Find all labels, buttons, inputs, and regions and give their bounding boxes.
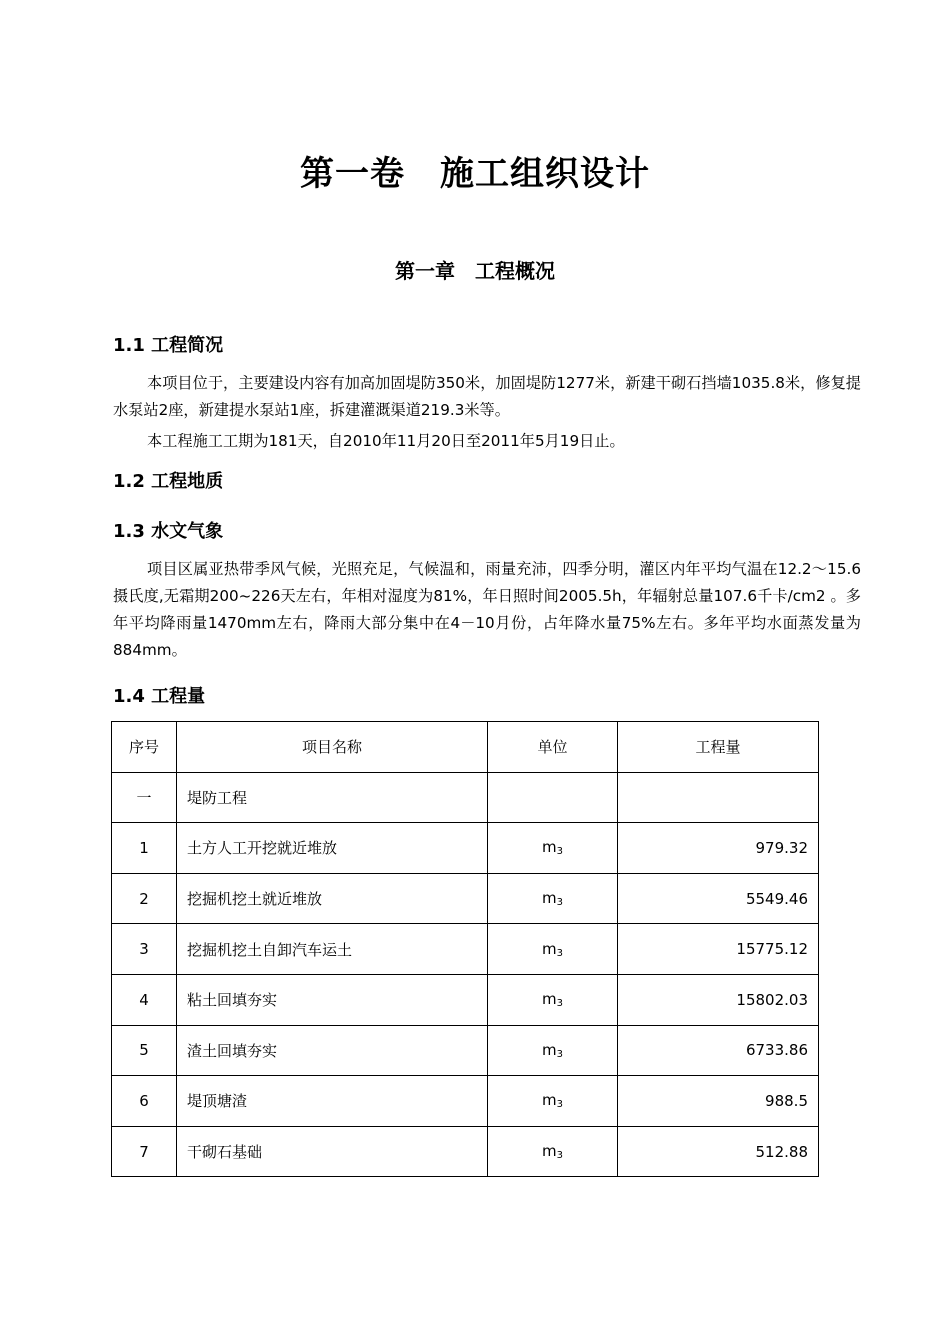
table-row — [112, 924, 819, 975]
cell-item-name: 堤防工程 — [177, 772, 488, 823]
unit-subscript: 3 — [556, 947, 563, 959]
table-row — [112, 1076, 819, 1127]
cell-unit — [488, 1025, 618, 1076]
unit-base: m — [542, 939, 557, 958]
cell-item-name: 堤顶塘渣 — [177, 1076, 488, 1127]
cell-quantity: 979.32 — [618, 823, 819, 874]
table-row — [112, 772, 819, 823]
cell-quantity: 6733.86 — [618, 1025, 819, 1076]
unit-base: m — [542, 889, 557, 908]
cell-unit — [488, 823, 618, 874]
cell-unit — [488, 1126, 618, 1177]
section-title-1-4: 1.4 工程量 — [113, 686, 206, 707]
paragraph-schedule: 本工程施工工期为181天，自2010年11月20日至2011年5月19日止。 — [147, 432, 625, 450]
cell-item-name: 土方人工开挖就近堆放 — [177, 823, 488, 874]
header-quantity: 工程量 — [618, 722, 819, 773]
quantity-table — [111, 721, 819, 1177]
unit-subscript: 3 — [556, 846, 563, 858]
table-row — [112, 1025, 819, 1076]
cell-quantity: 988.5 — [618, 1076, 819, 1127]
cell-item-name: 挖掘机挖土自卸汽车运土 — [177, 924, 488, 975]
unit-base: m — [542, 1142, 557, 1161]
header-item-name: 项目名称 — [177, 722, 488, 773]
unit-subscript: 3 — [556, 1048, 563, 1060]
cell-unit — [488, 873, 618, 924]
cell-serial: 7 — [112, 1126, 177, 1177]
unit-base: m — [542, 1040, 557, 1059]
section-title-1-3: 1.3 水文气象 — [113, 521, 224, 542]
cell-quantity — [618, 772, 819, 823]
chapter-title: 第一章 工程概况 — [395, 259, 555, 283]
unit-subscript: 3 — [556, 1099, 563, 1111]
cell-item-name: 粘土回填夯实 — [177, 974, 488, 1025]
header-serial: 序号 — [112, 722, 177, 773]
unit-base: m — [542, 838, 557, 857]
table-row — [112, 974, 819, 1025]
cell-serial: 1 — [112, 823, 177, 874]
section-title-1-2: 1.2 工程地质 — [113, 471, 224, 492]
cell-quantity: 5549.46 — [618, 873, 819, 924]
table-row — [112, 823, 819, 874]
cell-quantity: 15775.12 — [618, 924, 819, 975]
section-title-1-1: 1.1 工程简况 — [113, 335, 224, 356]
header-unit: 单位 — [488, 722, 618, 773]
cell-quantity: 512.88 — [618, 1126, 819, 1177]
cell-serial: 3 — [112, 924, 177, 975]
cell-serial: 一 — [112, 772, 177, 823]
unit-base: m — [542, 1091, 557, 1110]
volume-title: 第一卷 施工组织设计 — [300, 154, 650, 194]
table-row — [112, 873, 819, 924]
unit-subscript: 3 — [556, 998, 563, 1010]
cell-unit — [488, 772, 618, 823]
cell-item-name: 干砌石基础 — [177, 1126, 488, 1177]
table-header-row — [112, 722, 819, 773]
cell-serial: 5 — [112, 1025, 177, 1076]
cell-serial: 4 — [112, 974, 177, 1025]
cell-serial: 6 — [112, 1076, 177, 1127]
cell-unit — [488, 1076, 618, 1127]
unit-subscript: 3 — [556, 897, 563, 909]
cell-serial: 2 — [112, 873, 177, 924]
cell-unit — [488, 974, 618, 1025]
cell-unit — [488, 924, 618, 975]
unit-subscript: 3 — [556, 1150, 563, 1162]
cell-item-name: 渣土回填夯实 — [177, 1025, 488, 1076]
cell-item-name: 挖掘机挖土就近堆放 — [177, 873, 488, 924]
cell-quantity: 15802.03 — [618, 974, 819, 1025]
unit-base: m — [542, 990, 557, 1009]
paragraph-project-overview: 本项目位于，主要建设内容有加高加固堤防350米，加固堤防1277米，新建干砌石挡墙1035.8米，修复提水泵站2座，新建提水泵站1座，拆建灌溉渠道219.3米等。 — [113, 374, 861, 419]
paragraph-hydrology-climate: 项目区属亚热带季风气候，光照充足，气候温和，雨量充沛，四季分明，灌区内年平均气温在12.2～15.6摄氏度,无霜期200~226天左右，年相对湿度为81%，年日照时间2005.5h，年辐射总量107.6千卡/cm2 。多年平均降雨量1470mm左右，降雨大部分集中在4－10月份，占年降水量75%左右。多年平均水面蒸发量为884mm。 — [113, 560, 861, 659]
table-row — [112, 1126, 819, 1177]
